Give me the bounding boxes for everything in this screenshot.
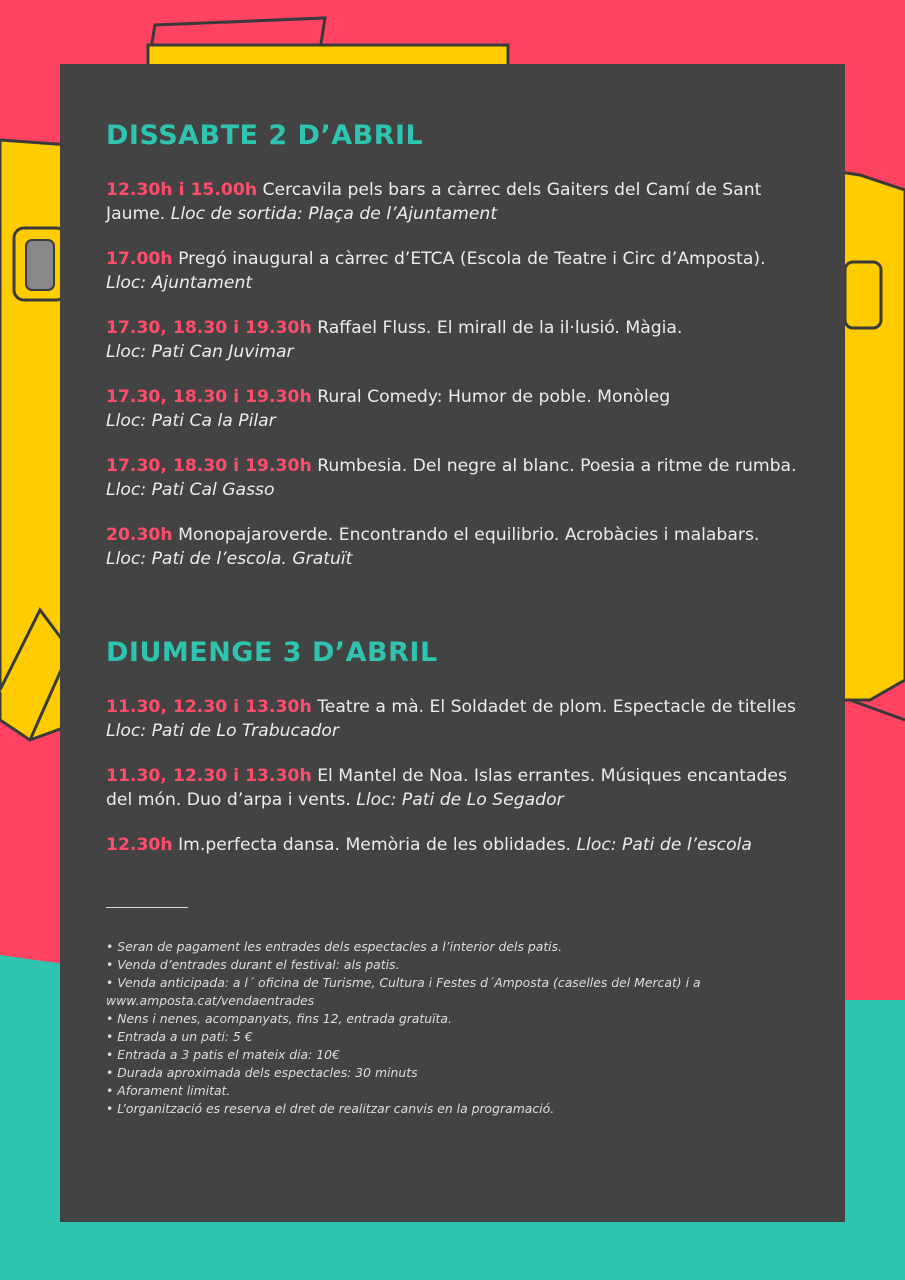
day-section-saturday <box>106 116 805 571</box>
note-item: • Seran de pagament les entrades dels espectacles a l’interior dels patis. <box>106 939 563 954</box>
note-item: • Venda d’entrades durant el festival: als patis. <box>106 957 400 972</box>
event-item <box>106 385 805 433</box>
event-text: Monopajaroverde. Encontrando el equilibrio. Acrobàcies i malabars. <box>178 525 760 545</box>
event-place: Lloc: Pati de l’escola. Gratuït <box>106 549 353 569</box>
event-text: Im.perfecta dansa. Memòria de les oblidades. <box>178 835 571 855</box>
event-item <box>106 316 805 364</box>
note-item: • Entrada a 3 patis el mateix dia: 10€ <box>106 1047 340 1062</box>
event-text: Cercavila pels bars a càrrec dels Gaiters del Camí de Sant Jaume. <box>106 180 762 224</box>
event-time: 17.00h <box>106 249 173 269</box>
event-time: 12.30h <box>106 835 173 855</box>
event-time: 17.30, 18.30 i 19.30h <box>106 318 312 338</box>
event-time: 12.30h i 15.00h <box>106 180 258 200</box>
note-item: • L’organització es reserva el dret de realitzar canvis en la programació. <box>106 1101 555 1116</box>
event-item <box>106 454 805 502</box>
event-time: 17.30, 18.30 i 19.30h <box>106 387 312 407</box>
event-item <box>106 178 805 226</box>
event-place: Lloc: Pati Can Juvimar <box>106 342 294 362</box>
separator-rule <box>106 907 188 908</box>
event-item <box>106 695 805 743</box>
event-place: Lloc: Pati Cal Gasso <box>106 480 275 500</box>
event-item <box>106 764 805 812</box>
notes-list <box>106 938 805 1118</box>
event-place: Lloc de sortida: Plaça de l’Ajuntament <box>170 204 498 224</box>
event-text: Raffael Fluss. El mirall de la il·lusió. Màgia. <box>317 318 683 338</box>
day-title-saturday: DISSABTE 2 D’ABRIL <box>106 120 424 151</box>
event-place: Lloc: Pati de Lo Segador <box>356 790 564 810</box>
note-item: • Entrada a un pati: 5 € <box>106 1029 253 1044</box>
event-text: Pregó inaugural a càrrec d’ETCA (Escola de Teatre i Circ d’Amposta). <box>178 249 766 269</box>
day-section-sunday <box>106 633 805 857</box>
note-item: • Aforament limitat. <box>106 1083 231 1098</box>
event-text: El Mantel de Noa. Islas errantes. Músiques encantades del món. Duo d’arpa i vents. <box>106 766 787 810</box>
event-item <box>106 247 805 295</box>
event-place: Lloc: Ajuntament <box>106 273 253 293</box>
event-time: 17.30, 18.30 i 19.30h <box>106 456 312 476</box>
program-panel <box>60 64 845 1222</box>
event-place: Lloc: Pati de Lo Trabucador <box>106 721 339 741</box>
event-time: 20.30h <box>106 525 173 545</box>
event-place: Lloc: Pati de l’escola <box>576 835 752 855</box>
event-text: Rural Comedy: Humor de poble. Monòleg <box>317 387 671 407</box>
note-item: • Nens i nenes, acompanyats, fins 12, entrada gratuïta. <box>106 1011 452 1026</box>
event-text: Teatre a mà. El Soldadet de plom. Espectacle de titelles <box>317 697 796 717</box>
note-item: • Durada aproximada dels espectacles: 30 minuts <box>106 1065 418 1080</box>
event-place: Lloc: Pati Ca la Pilar <box>106 411 276 431</box>
event-time: 11.30, 12.30 i 13.30h <box>106 697 312 717</box>
event-text: Rumbesia. Del negre al blanc. Poesia a ritme de rumba. <box>317 456 797 476</box>
event-time: 11.30, 12.30 i 13.30h <box>106 766 312 786</box>
note-item: • Venda anticipada: a l´ oficina de Turisme, Cultura i Festes d´Amposta (caselles del Mercat) i a www.amposta.cat/vendaentrades <box>106 975 701 1008</box>
event-item <box>106 833 805 857</box>
event-item <box>106 523 805 571</box>
day-title-sunday: DIUMENGE 3 D’ABRIL <box>106 637 438 668</box>
